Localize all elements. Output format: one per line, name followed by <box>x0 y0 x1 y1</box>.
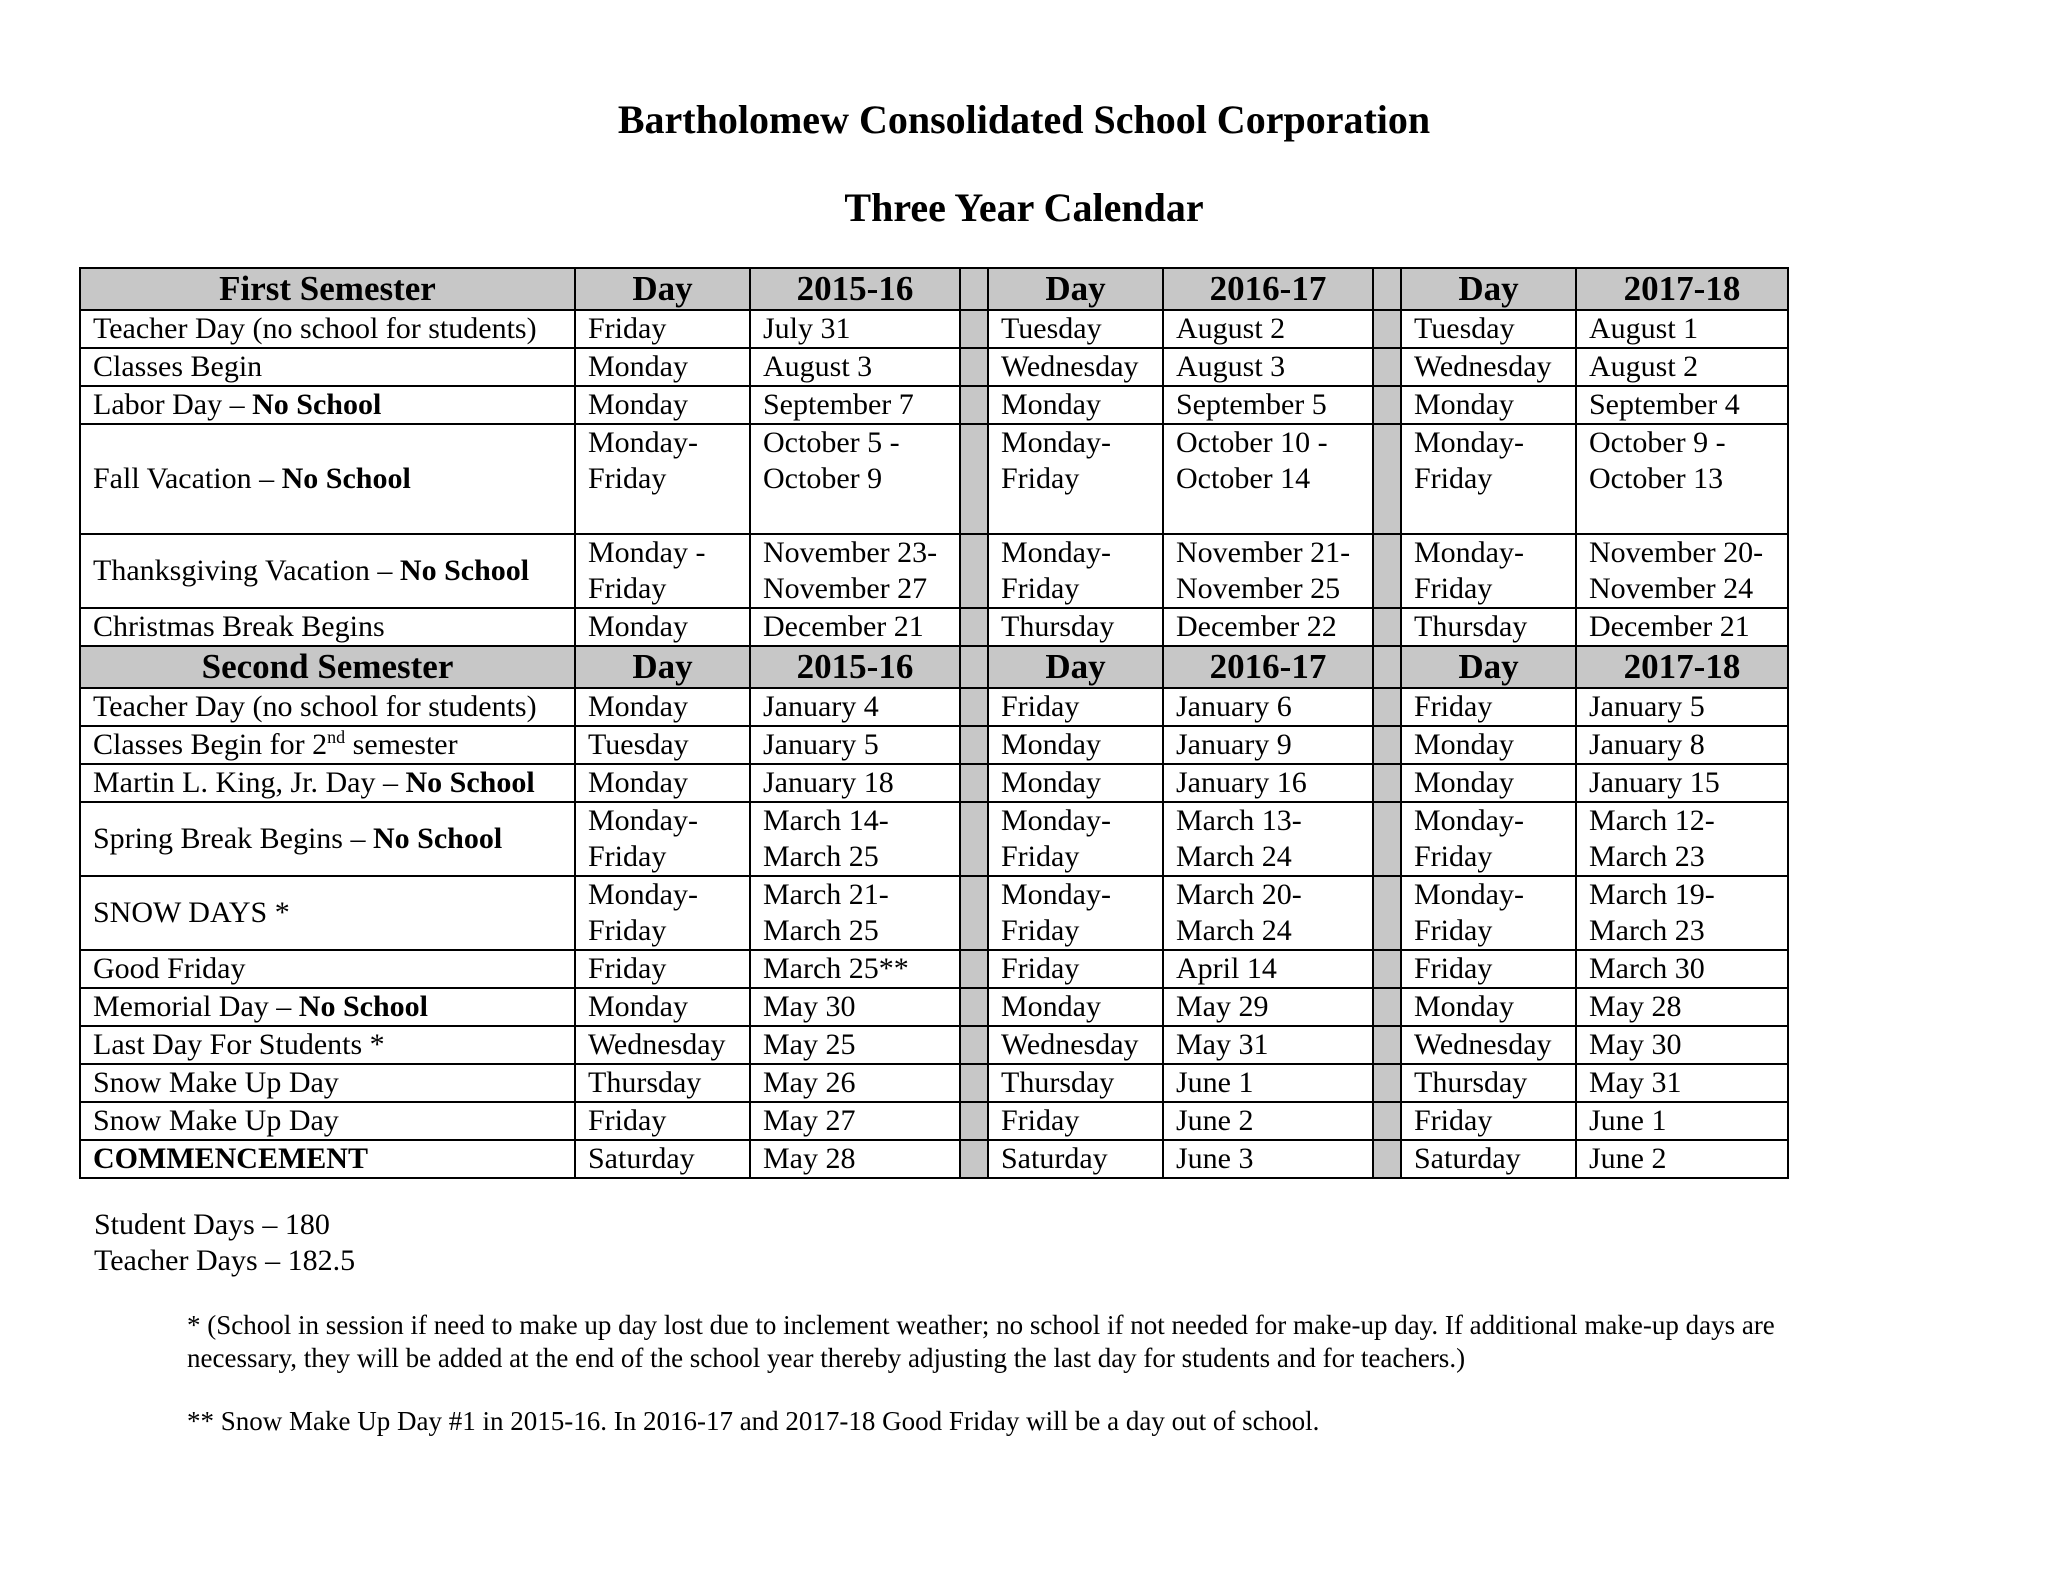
event-cell: Last Day For Students * <box>80 1026 575 1064</box>
event-cell: Classes Begin <box>80 348 575 386</box>
day-cell: Monday <box>575 386 750 424</box>
event-label: Labor Day – <box>93 388 253 421</box>
header-cell: First Semester <box>80 268 575 310</box>
column-spacer <box>960 1064 988 1102</box>
day-line: Friday <box>588 840 667 873</box>
date-line: October 5 - <box>763 426 900 459</box>
day-cell: Thursday <box>1401 1064 1576 1102</box>
ordinal-suffix: nd <box>327 727 346 747</box>
day-cell: Monday <box>988 726 1163 764</box>
day-line: Monday- <box>1001 878 1111 911</box>
day-cell: Thursday <box>1401 608 1576 646</box>
document-title: Bartholomew Consolidated School Corporation <box>617 97 1431 142</box>
date-line: October 13 <box>1589 462 1724 495</box>
date-line: March 23 <box>1589 914 1705 947</box>
column-spacer <box>960 726 988 764</box>
table-row <box>80 310 1788 348</box>
day-cell: Friday <box>988 688 1163 726</box>
header-cell: Day <box>575 646 750 688</box>
second-semester-header-row <box>80 646 1788 688</box>
column-spacer <box>960 1026 988 1064</box>
table-row <box>80 1140 1788 1178</box>
column-spacer <box>960 608 988 646</box>
day-line: Friday <box>1001 462 1080 495</box>
column-spacer <box>1373 646 1401 688</box>
column-spacer <box>960 386 988 424</box>
day-line: Monday- <box>1414 804 1524 837</box>
date-cell <box>750 876 960 950</box>
day-cell: Tuesday <box>1401 310 1576 348</box>
date-cell: January 18 <box>750 764 960 802</box>
event-cell <box>80 386 575 424</box>
header-cell: Day <box>988 268 1163 310</box>
event-cell <box>80 424 575 534</box>
day-cell: Wednesday <box>1401 348 1576 386</box>
header-cell: 2016-17 <box>1163 646 1373 688</box>
no-school-label: No School <box>252 388 382 421</box>
column-spacer <box>1373 1026 1401 1064</box>
date-cell: May 28 <box>1576 988 1788 1026</box>
column-spacer <box>960 268 988 310</box>
footnote-inclement-weather: * (School in session if need to make up day lost due to inclement weather; no school if not needed for make-up day. If additional make-up days are necessary, they will be added at the end of the school year thereby adjusting the last day for students and for teachers.) <box>187 1310 1775 1373</box>
teacher-days: Teacher Days – 182.5 <box>94 1244 356 1277</box>
column-spacer <box>1373 688 1401 726</box>
column-spacer <box>960 764 988 802</box>
date-cell <box>1576 876 1788 950</box>
column-spacer <box>960 534 988 608</box>
day-cell <box>988 534 1163 608</box>
event-label: Memorial Day – <box>93 990 299 1023</box>
date-cell: June 1 <box>1163 1064 1373 1102</box>
column-spacer <box>960 688 988 726</box>
date-cell <box>1163 424 1373 534</box>
table-row <box>80 1102 1788 1140</box>
day-cell: Friday <box>575 950 750 988</box>
date-line: October 14 <box>1176 462 1311 495</box>
header-cell: 2017-18 <box>1576 646 1788 688</box>
date-cell: December 22 <box>1163 608 1373 646</box>
day-line: Friday <box>588 914 667 947</box>
date-cell: January 5 <box>1576 688 1788 726</box>
date-line: November 27 <box>763 572 928 605</box>
table-row <box>80 876 1788 950</box>
table-row <box>80 534 1788 608</box>
day-cell: Friday <box>1401 688 1576 726</box>
day-cell: Saturday <box>575 1140 750 1178</box>
table-row <box>80 688 1788 726</box>
event-cell: Snow Make Up Day <box>80 1064 575 1102</box>
event-cell: Christmas Break Begins <box>80 608 575 646</box>
day-cell: Monday <box>575 688 750 726</box>
header-cell: 2015-16 <box>750 268 960 310</box>
table-row <box>80 1064 1788 1102</box>
date-cell <box>1576 534 1788 608</box>
table-row <box>80 348 1788 386</box>
event-cell <box>80 988 575 1026</box>
footnote-snow-make-up: ** Snow Make Up Day #1 in 2015-16. In 2016-17 and 2017-18 Good Friday will be a day out of school. <box>187 1406 1320 1436</box>
date-cell: May 25 <box>750 1026 960 1064</box>
date-line: March 14- <box>763 804 889 837</box>
day-cell: Tuesday <box>575 726 750 764</box>
column-spacer <box>1373 950 1401 988</box>
event-cell <box>80 726 575 764</box>
date-cell: June 3 <box>1163 1140 1373 1178</box>
day-cell: Monday <box>988 386 1163 424</box>
day-cell: Saturday <box>1401 1140 1576 1178</box>
day-cell <box>575 534 750 608</box>
date-cell: May 26 <box>750 1064 960 1102</box>
date-cell <box>750 534 960 608</box>
table-row <box>80 608 1788 646</box>
date-line: March 23 <box>1589 840 1705 873</box>
student-days: Student Days – 180 <box>94 1208 330 1241</box>
column-spacer <box>960 950 988 988</box>
column-spacer <box>960 348 988 386</box>
event-label: Spring Break Begins – <box>93 822 373 855</box>
event-cell: Teacher Day (no school for students) <box>80 310 575 348</box>
day-line: Monday- <box>1001 426 1111 459</box>
date-cell: December 21 <box>1576 608 1788 646</box>
date-line: October 10 - <box>1176 426 1328 459</box>
date-cell <box>750 424 960 534</box>
date-line: March 12- <box>1589 804 1715 837</box>
no-school-label: No School <box>405 766 535 799</box>
day-line: Friday <box>1414 914 1493 947</box>
table-row <box>80 424 1788 534</box>
table-row <box>80 726 1788 764</box>
date-line: March 25 <box>763 914 879 947</box>
date-cell: September 5 <box>1163 386 1373 424</box>
header-cell: Second Semester <box>80 646 575 688</box>
date-cell: January 6 <box>1163 688 1373 726</box>
event-cell: SNOW DAYS * <box>80 876 575 950</box>
date-line: March 24 <box>1176 840 1292 873</box>
date-cell: January 15 <box>1576 764 1788 802</box>
day-cell: Friday <box>988 950 1163 988</box>
no-school-label: No School <box>399 554 530 587</box>
date-line: March 19- <box>1589 878 1715 911</box>
day-cell: Thursday <box>988 608 1163 646</box>
event-cell: Good Friday <box>80 950 575 988</box>
date-cell: May 31 <box>1576 1064 1788 1102</box>
column-spacer <box>960 988 988 1026</box>
date-line: October 9 <box>763 462 883 495</box>
date-cell: August 3 <box>1163 348 1373 386</box>
header-cell: Day <box>575 268 750 310</box>
date-cell: May 31 <box>1163 1026 1373 1064</box>
date-cell: January 5 <box>750 726 960 764</box>
column-spacer <box>1373 1064 1401 1102</box>
date-line: November 21- <box>1176 536 1351 569</box>
day-cell: Monday <box>575 988 750 1026</box>
column-spacer <box>960 1140 988 1178</box>
date-line: March 24 <box>1176 914 1292 947</box>
column-spacer <box>1373 268 1401 310</box>
date-line: March 13- <box>1176 804 1302 837</box>
date-cell: December 21 <box>750 608 960 646</box>
table-row <box>80 764 1788 802</box>
column-spacer <box>1373 386 1401 424</box>
date-cell: June 1 <box>1576 1102 1788 1140</box>
event-cell <box>80 1140 575 1178</box>
date-cell: May 30 <box>750 988 960 1026</box>
day-line: Friday <box>1001 914 1080 947</box>
column-spacer <box>960 310 988 348</box>
day-cell: Friday <box>1401 950 1576 988</box>
date-cell: January 4 <box>750 688 960 726</box>
day-line: Friday <box>588 462 667 495</box>
day-line: Monday- <box>1001 804 1111 837</box>
header-cell: Day <box>1401 268 1576 310</box>
table-row <box>80 988 1788 1026</box>
day-line: Monday- <box>1414 426 1524 459</box>
day-line: Monday - <box>588 536 706 569</box>
day-totals <box>94 1207 355 1279</box>
date-cell: March 25** <box>750 950 960 988</box>
date-cell: July 31 <box>750 310 960 348</box>
day-line: Friday <box>1414 462 1493 495</box>
day-cell: Friday <box>988 1102 1163 1140</box>
date-cell: September 7 <box>750 386 960 424</box>
date-line: November 25 <box>1176 572 1341 605</box>
document-subtitle: Three Year Calendar <box>844 185 1204 230</box>
table-row <box>80 802 1788 876</box>
day-cell <box>988 802 1163 876</box>
column-spacer <box>960 424 988 534</box>
date-cell <box>1163 802 1373 876</box>
day-cell: Friday <box>1401 1102 1576 1140</box>
header-cell: 2017-18 <box>1576 268 1788 310</box>
day-cell: Monday <box>1401 764 1576 802</box>
day-cell: Thursday <box>988 1064 1163 1102</box>
day-cell: Wednesday <box>988 1026 1163 1064</box>
day-cell <box>988 876 1163 950</box>
day-cell: Monday <box>1401 988 1576 1026</box>
day-line: Friday <box>1414 572 1493 605</box>
day-line: Friday <box>1001 840 1080 873</box>
day-line: Monday- <box>1414 878 1524 911</box>
day-line: Monday- <box>1414 536 1524 569</box>
event-cell <box>80 802 575 876</box>
date-cell: April 14 <box>1163 950 1373 988</box>
day-cell <box>1401 876 1576 950</box>
date-cell: January 16 <box>1163 764 1373 802</box>
column-spacer <box>1373 726 1401 764</box>
date-line: March 21- <box>763 878 889 911</box>
column-spacer <box>960 802 988 876</box>
day-cell: Tuesday <box>988 310 1163 348</box>
event-label: Fall Vacation – <box>93 462 282 495</box>
day-cell <box>988 424 1163 534</box>
no-school-label: No School <box>281 462 411 495</box>
header-cell: 2015-16 <box>750 646 960 688</box>
table-row <box>80 1026 1788 1064</box>
event-cell: Snow Make Up Day <box>80 1102 575 1140</box>
day-line: Monday- <box>1001 536 1111 569</box>
column-spacer <box>1373 348 1401 386</box>
date-cell <box>1163 876 1373 950</box>
date-cell <box>750 802 960 876</box>
date-cell: September 4 <box>1576 386 1788 424</box>
date-cell <box>1576 802 1788 876</box>
event-label: Thanksgiving Vacation – <box>93 554 400 587</box>
commencement-label: COMMENCEMENT <box>93 1142 368 1175</box>
column-spacer <box>960 1102 988 1140</box>
header-cell: Day <box>1401 646 1576 688</box>
date-cell: August 2 <box>1163 310 1373 348</box>
day-cell: Friday <box>575 310 750 348</box>
column-spacer <box>1373 310 1401 348</box>
date-cell: May 27 <box>750 1102 960 1140</box>
date-cell: January 9 <box>1163 726 1373 764</box>
date-cell: August 2 <box>1576 348 1788 386</box>
header-cell: 2016-17 <box>1163 268 1373 310</box>
day-cell: Wednesday <box>575 1026 750 1064</box>
column-spacer <box>1373 876 1401 950</box>
day-cell <box>1401 424 1576 534</box>
date-line: March 25 <box>763 840 879 873</box>
calendar-table <box>79 267 1789 1179</box>
day-line: Friday <box>588 572 667 605</box>
day-cell: Monday <box>1401 386 1576 424</box>
column-spacer <box>1373 1102 1401 1140</box>
date-cell: June 2 <box>1163 1102 1373 1140</box>
date-cell: August 3 <box>750 348 960 386</box>
event-label: Martin L. King, Jr. Day – <box>93 766 406 799</box>
date-cell: May 28 <box>750 1140 960 1178</box>
event-label: Classes Begin for 2 <box>93 728 328 761</box>
column-spacer <box>960 646 988 688</box>
date-cell <box>1163 534 1373 608</box>
day-cell <box>1401 534 1576 608</box>
date-cell <box>1576 424 1788 534</box>
column-spacer <box>1373 424 1401 534</box>
column-spacer <box>960 876 988 950</box>
day-cell: Friday <box>575 1102 750 1140</box>
day-line: Friday <box>1414 840 1493 873</box>
day-line: Monday- <box>588 426 698 459</box>
column-spacer <box>1373 608 1401 646</box>
date-cell: May 29 <box>1163 988 1373 1026</box>
column-spacer <box>1373 764 1401 802</box>
day-cell: Monday <box>575 348 750 386</box>
date-cell: May 30 <box>1576 1026 1788 1064</box>
day-cell: Monday <box>988 988 1163 1026</box>
event-cell <box>80 764 575 802</box>
day-cell: Wednesday <box>1401 1026 1576 1064</box>
day-line: Friday <box>1001 572 1080 605</box>
date-cell: August 1 <box>1576 310 1788 348</box>
no-school-label: No School <box>298 990 428 1023</box>
date-line: March 20- <box>1176 878 1302 911</box>
table-row <box>80 950 1788 988</box>
date-line: November 20- <box>1589 536 1764 569</box>
event-cell <box>80 534 575 608</box>
first-semester-header-row <box>80 268 1788 310</box>
date-cell: January 8 <box>1576 726 1788 764</box>
table-row <box>80 386 1788 424</box>
day-cell <box>575 424 750 534</box>
no-school-label: No School <box>372 822 503 855</box>
column-spacer <box>1373 988 1401 1026</box>
date-line: November 24 <box>1589 572 1754 605</box>
date-cell: June 2 <box>1576 1140 1788 1178</box>
date-line: November 23- <box>763 536 938 569</box>
day-cell: Monday <box>988 764 1163 802</box>
header-cell: Day <box>988 646 1163 688</box>
day-cell <box>1401 802 1576 876</box>
day-line: Monday- <box>588 804 698 837</box>
day-cell: Monday <box>575 608 750 646</box>
event-cell: Teacher Day (no school for students) <box>80 688 575 726</box>
day-cell <box>575 876 750 950</box>
day-cell <box>575 802 750 876</box>
date-line: October 9 - <box>1589 426 1726 459</box>
date-cell: March 30 <box>1576 950 1788 988</box>
column-spacer <box>1373 1140 1401 1178</box>
day-cell: Wednesday <box>988 348 1163 386</box>
day-cell: Saturday <box>988 1140 1163 1178</box>
day-cell: Thursday <box>575 1064 750 1102</box>
day-cell: Monday <box>575 764 750 802</box>
event-label-tail: semester <box>345 728 458 761</box>
day-cell: Monday <box>1401 726 1576 764</box>
column-spacer <box>1373 802 1401 876</box>
column-spacer <box>1373 534 1401 608</box>
day-line: Monday- <box>588 878 698 911</box>
